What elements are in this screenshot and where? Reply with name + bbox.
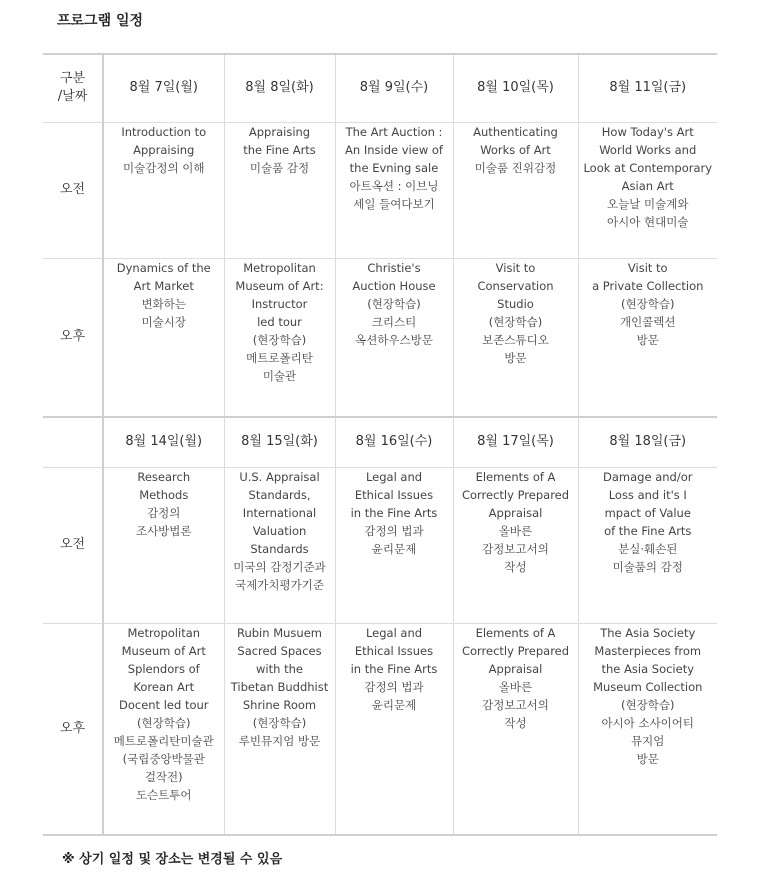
cell-line: 작성 <box>504 715 527 730</box>
week2-pm-row <box>43 623 717 835</box>
cell-line: 감정의 <box>147 505 181 520</box>
cell-line: 감정보고서의 <box>482 541 549 556</box>
cell-line: 분실·훼손된 <box>618 541 678 556</box>
cell-line: The Art Auction : <box>345 124 443 139</box>
date-header: 8월 14일(월) <box>103 417 224 467</box>
cell-line: 아트옥션 : 이브닝 <box>349 178 439 193</box>
date-header: 8월 7일(월) <box>103 54 224 122</box>
date-header: 8월 8일(화) <box>224 54 335 122</box>
header-label-cell-empty <box>43 417 103 467</box>
schedule-cell <box>578 467 717 623</box>
session-label-am: 오전 <box>43 122 103 258</box>
page-title: 프로그램 일정 <box>57 13 144 29</box>
cell-line: Elements of A <box>475 625 556 640</box>
cell-line: World Works and <box>599 142 697 157</box>
cell-line: Shrine Room <box>242 697 317 712</box>
cell-line: An Inside view of <box>345 142 443 157</box>
cell-line: Correctly Prepared <box>461 487 570 502</box>
cell-line: Docent led tour <box>118 697 209 712</box>
cell-line: mpact of Value <box>604 505 691 520</box>
cell-line: of the Fine Arts <box>604 523 692 538</box>
cell-line: 미국의 감정기준과 <box>233 559 326 574</box>
schedule-cell <box>224 258 335 417</box>
date-header: 8월 15일(화) <box>224 417 335 467</box>
cell-line: (현장학습) <box>252 332 307 347</box>
cell-line: in the Fine Arts <box>350 661 438 676</box>
cell-line: 윤리문제 <box>371 541 417 556</box>
cell-line: Methods <box>139 487 189 502</box>
schedule-cell <box>453 258 578 417</box>
schedule-table <box>43 53 717 836</box>
cell-line: Studio <box>497 296 534 311</box>
cell-line: a Private Collection <box>592 278 704 293</box>
cell-line: Metropolitan <box>127 625 201 640</box>
cell-line: Auction House <box>352 278 436 293</box>
schedule-footnote: ※ 상기 일정 및 장소는 변경될 수 있음 <box>62 852 283 867</box>
cell-line: Ethical Issues <box>354 643 434 658</box>
date-header: 8월 17일(목) <box>453 417 578 467</box>
date-header: 8월 9일(수) <box>335 54 453 122</box>
cell-line: Splendors of <box>127 661 200 676</box>
cell-line: Look at Contemporary <box>583 160 713 175</box>
cell-line: Elements of A <box>475 469 556 484</box>
schedule-cell <box>335 122 453 258</box>
cell-line: Dynamics of the <box>116 260 211 275</box>
cell-line: Appraising <box>248 124 311 139</box>
schedule-cell <box>578 623 717 835</box>
cell-line: 변화하는 <box>141 296 186 311</box>
cell-line: 오늘날 미술계와 <box>607 196 689 211</box>
cell-line: Ethical Issues <box>354 487 434 502</box>
cell-line: Correctly Prepared <box>461 643 570 658</box>
cell-line: 미술감정의 이해 <box>123 160 205 175</box>
cell-line: (현장학습) <box>621 697 675 712</box>
cell-line: 미술품 진위감정 <box>474 160 557 175</box>
schedule-cell <box>103 258 224 417</box>
schedule-cell <box>453 122 578 258</box>
cell-line: Damage and/or <box>603 469 693 484</box>
cell-line: 올바른 <box>498 523 533 538</box>
cell-line: 미술품 감정 <box>249 160 310 175</box>
header-label-line: 구분 <box>59 71 86 87</box>
cell-line: (현장학습) <box>252 715 307 730</box>
schedule-cell <box>103 623 224 835</box>
cell-line: Christie's <box>367 260 421 275</box>
session-label-pm: 오후 <box>43 623 103 835</box>
schedule-cell <box>224 623 335 835</box>
header-label-line: /날짜 <box>57 89 88 105</box>
cell-line: 걸작전) <box>144 769 183 784</box>
schedule-cell <box>578 258 717 417</box>
cell-line: 아시아 현대미술 <box>607 214 689 229</box>
schedule-cell <box>335 623 453 835</box>
schedule-cell <box>103 122 224 258</box>
schedule-cell <box>103 467 224 623</box>
cell-line: Research <box>137 469 191 484</box>
cell-line: 크리스티 <box>371 314 417 329</box>
cell-line: How Today's Art <box>601 124 694 139</box>
cell-line: 메트로폴리탄 <box>246 350 313 365</box>
cell-line: led tour <box>257 314 302 329</box>
cell-line: Loss and it's I <box>608 487 687 502</box>
date-header: 8월 11일(금) <box>578 54 717 122</box>
schedule-cell <box>453 467 578 623</box>
week1-date-row <box>43 54 717 122</box>
cell-line: Museum of Art <box>121 643 206 658</box>
cell-line: 윤리문제 <box>371 697 417 712</box>
cell-line: in the Fine Arts <box>350 505 438 520</box>
cell-line: Standards <box>250 541 309 556</box>
cell-line: 방문 <box>636 332 659 347</box>
cell-line: (현장학습) <box>621 296 675 311</box>
week2-am-row <box>43 467 717 623</box>
cell-line: 세일 들여다보기 <box>353 196 435 211</box>
week1-am-row <box>43 122 717 258</box>
cell-line: 루빈뮤지엄 방문 <box>238 733 321 748</box>
cell-line: Appraisal <box>488 505 543 520</box>
header-label-cell <box>43 54 103 122</box>
cell-line: 방문 <box>636 751 659 766</box>
cell-line: Museum of Art: <box>235 278 324 293</box>
cell-line: Instructor <box>251 296 308 311</box>
cell-line: 개인콜렉션 <box>619 314 676 329</box>
cell-line: Authenticating <box>473 124 558 139</box>
cell-line: with the <box>256 661 303 676</box>
cell-line: 아시아 소사이어티 <box>601 715 695 730</box>
schedule-cell <box>453 623 578 835</box>
cell-line: 감정의 법과 <box>364 679 424 694</box>
cell-line: (국립중앙박물관 <box>122 751 205 766</box>
cell-line: 조사방법론 <box>135 523 192 538</box>
cell-line: 메트로폴리탄미술관 <box>113 733 214 748</box>
cell-line: the Fine Arts <box>243 142 316 157</box>
cell-line: Tibetan Buddhist <box>230 679 329 694</box>
cell-line: 보존스튜디오 <box>482 332 549 347</box>
cell-line: 미술시장 <box>141 314 186 329</box>
schedule-cell <box>578 122 717 258</box>
cell-line: Legal and <box>365 625 423 640</box>
cell-line: 도슨트투어 <box>135 787 192 802</box>
cell-line: (현장학습) <box>488 314 543 329</box>
cell-line: Sacred Spaces <box>237 643 322 658</box>
cell-line: The Asia Society <box>600 625 696 640</box>
cell-line: Rubin Musuem <box>237 625 322 640</box>
week2-date-row <box>43 417 717 467</box>
cell-line: 뮤지엄 <box>631 733 665 748</box>
cell-line: Introduction to <box>121 124 207 139</box>
cell-line: Legal and <box>365 469 423 484</box>
cell-line: 옥션하우스방문 <box>355 332 433 347</box>
session-label-pm: 오후 <box>43 258 103 417</box>
cell-line: the Asia Society <box>601 661 695 676</box>
week1-pm-row <box>43 258 717 417</box>
cell-line: International <box>242 505 317 520</box>
cell-line: Conservation <box>477 278 554 293</box>
cell-line: Valuation <box>252 523 307 538</box>
cell-line: 감정보고서의 <box>482 697 549 712</box>
cell-line: Visit to <box>495 260 536 275</box>
cell-line: Art Market <box>133 278 194 293</box>
cell-line: 감정의 법과 <box>364 523 424 538</box>
cell-line: Works of Art <box>480 142 551 157</box>
cell-line: 국제가치평가기준 <box>235 577 324 592</box>
cell-line: Standards, <box>248 487 311 502</box>
cell-line: 올바른 <box>498 679 533 694</box>
cell-line: Metropolitan <box>243 260 316 275</box>
cell-line: the Evning sale <box>349 160 439 175</box>
cell-line: Visit to <box>627 260 668 275</box>
cell-line: 방문 <box>504 350 527 365</box>
cell-line: 미술관 <box>262 368 297 383</box>
cell-line: Korean Art <box>133 679 195 694</box>
schedule-cell <box>335 258 453 417</box>
date-header: 8월 10일(목) <box>453 54 578 122</box>
date-header: 8월 16일(수) <box>335 417 453 467</box>
cell-line: Masterpieces from <box>594 643 702 658</box>
cell-line: 미술품의 감정 <box>612 559 683 574</box>
session-label-am: 오전 <box>43 467 103 623</box>
schedule-cell <box>224 122 335 258</box>
cell-line: Asian Art <box>621 178 674 193</box>
cell-line: Appraisal <box>488 661 543 676</box>
cell-line: Appraising <box>133 142 195 157</box>
cell-line: Museum Collection <box>593 679 703 694</box>
cell-line: (현장학습) <box>137 715 191 730</box>
schedule-cell <box>224 467 335 623</box>
cell-line: (현장학습) <box>367 296 421 311</box>
cell-line: U.S. Appraisal <box>239 469 320 484</box>
date-header: 8월 18일(금) <box>578 417 717 467</box>
cell-line: 작성 <box>504 559 527 574</box>
schedule-cell <box>335 467 453 623</box>
